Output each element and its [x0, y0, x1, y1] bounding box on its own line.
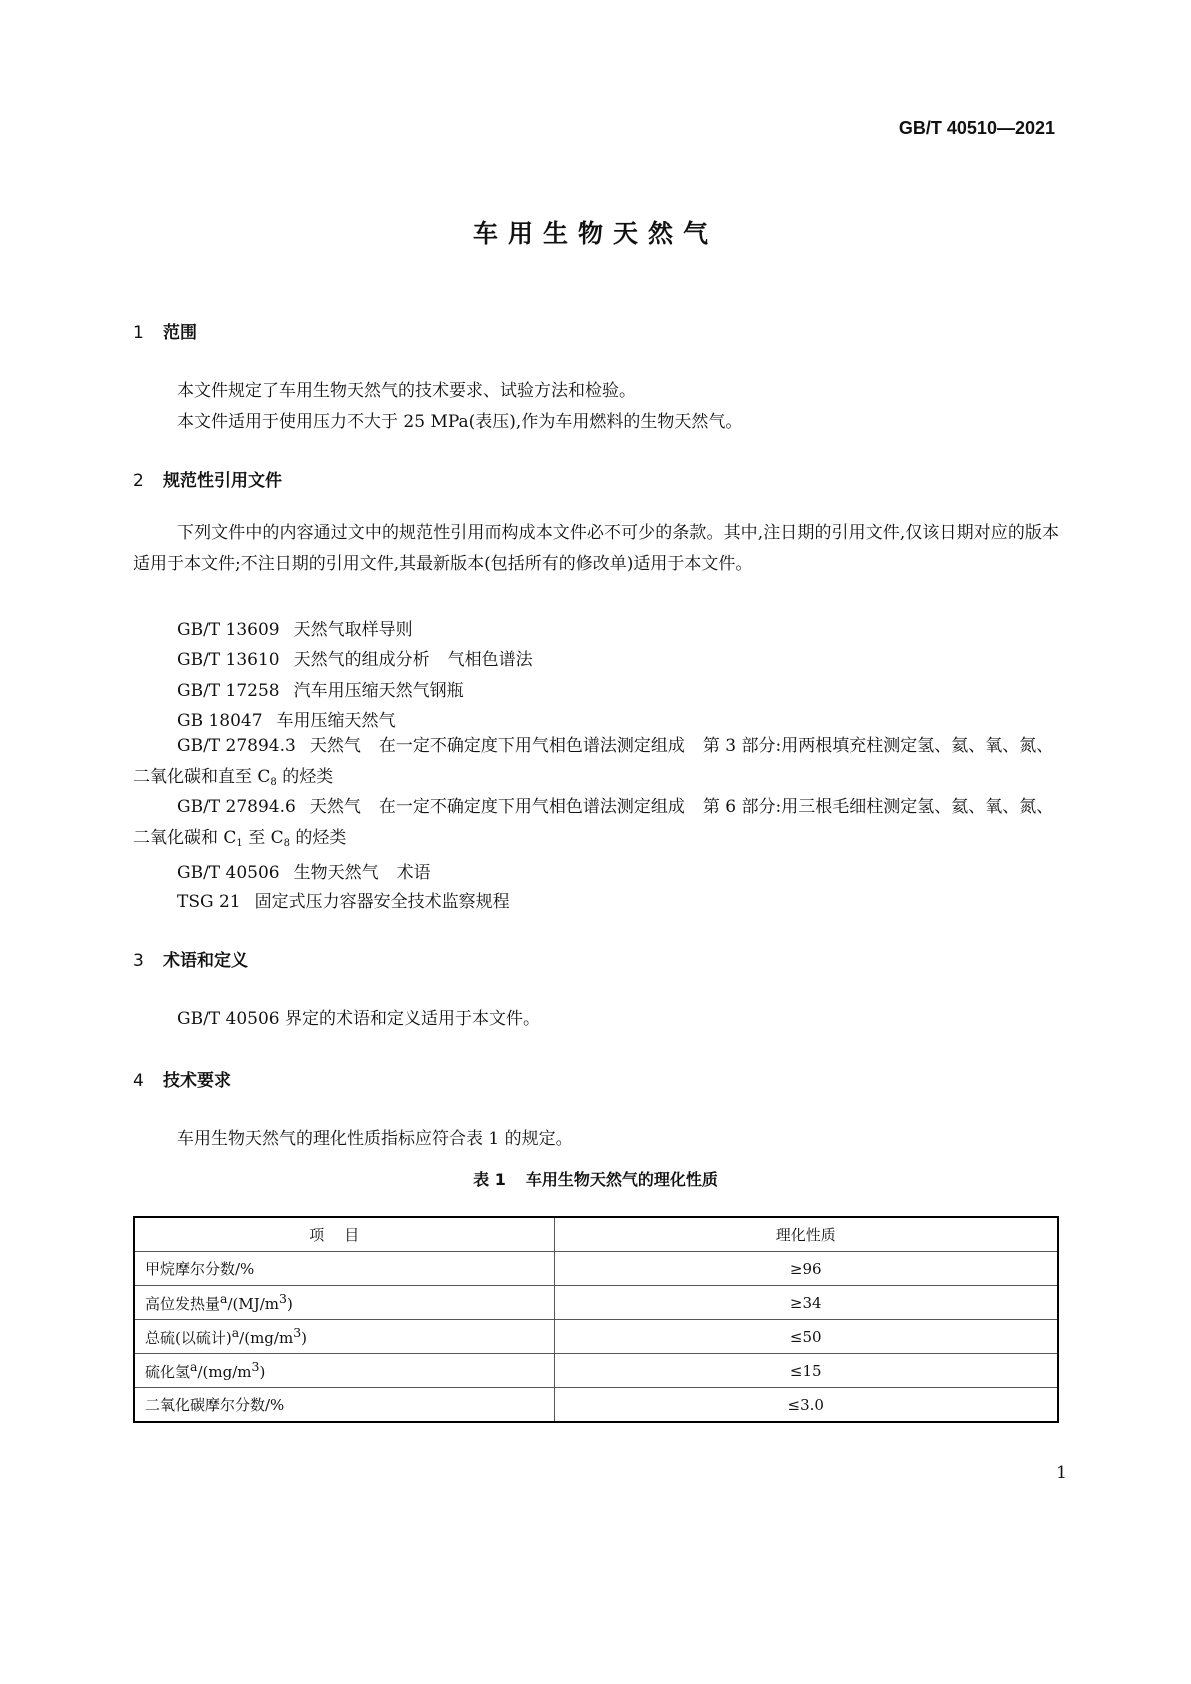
reference-code: GB/T 13609 — [177, 620, 280, 640]
item-text: 总硫(以硫计) — [145, 1329, 232, 1347]
unit-exponent: 3 — [293, 1325, 302, 1340]
table-row — [134, 1320, 1058, 1354]
item-text: 高位发热量 — [145, 1295, 221, 1313]
reference-title: 天然气 — [309, 797, 361, 817]
reference-part: 第 3 部分:用两根填充柱测定氢、氦、氧、氮、二氧化碳和直至 C — [133, 736, 1054, 787]
reference-item — [177, 645, 533, 670]
section-title: 技术要求 — [163, 1071, 231, 1091]
reference-code: GB/T 40506 — [177, 863, 280, 883]
reference-title: 固定式压力容器安全技术监察规程 — [254, 892, 510, 912]
table-row — [134, 1354, 1058, 1388]
reference-code: TSG 21 — [177, 892, 241, 912]
scope-paragraph-1: 本文件规定了车用生物天然气的技术要求、试验方法和检验。 — [177, 381, 636, 401]
value-cell: ≤15 — [554, 1354, 1058, 1388]
section-title: 范围 — [163, 323, 197, 343]
reference-subtitle: 气相色谱法 — [447, 650, 533, 670]
section-3-heading — [133, 946, 248, 971]
reference-item — [177, 706, 396, 731]
reference-title: 天然气取样导则 — [293, 620, 413, 640]
footnote-mark: a — [190, 1359, 198, 1374]
subscript: 8 — [283, 838, 290, 849]
reference-title: 车用压缩天然气 — [276, 711, 396, 731]
section-title: 规范性引用文件 — [163, 471, 282, 491]
properties-table — [133, 1216, 1059, 1423]
reference-code: GB/T 27894.3 — [177, 736, 296, 756]
reference-title: 天然气的组成分析 — [293, 650, 430, 670]
item-cell: 甲烷摩尔分数/% — [134, 1252, 554, 1286]
table-label: 表 1 — [473, 1170, 506, 1189]
reference-item — [133, 792, 1059, 859]
item-text: 硫化氢 — [145, 1363, 191, 1381]
page-number: 1 — [1056, 1463, 1067, 1483]
item-unit: /(mg/m — [239, 1329, 294, 1347]
item-cell: 二氧化碳摩尔分数/% — [134, 1388, 554, 1423]
item-unit-end: ) — [259, 1363, 266, 1381]
reference-title: 天然气 — [309, 736, 361, 756]
reference-part-end: 的烃类 — [276, 767, 334, 787]
section-number: 3 — [133, 951, 144, 971]
reference-item — [177, 858, 431, 883]
table-header-row — [134, 1217, 1058, 1252]
section-number: 1 — [133, 323, 144, 343]
column-header-property: 理化性质 — [554, 1217, 1058, 1252]
reference-subtitle: 在一定不确定度下用气相色谱法测定组成 — [378, 736, 685, 756]
reference-subtitle: 在一定不确定度下用气相色谱法测定组成 — [378, 797, 685, 817]
value-cell: ≥96 — [554, 1252, 1058, 1286]
document-title: 车用生物天然气 — [472, 219, 718, 248]
reference-item — [133, 731, 1059, 798]
table-caption-text: 车用生物天然气的理化性质 — [525, 1170, 718, 1189]
subscript: 1 — [236, 838, 243, 849]
table-row — [134, 1286, 1058, 1320]
section-number: 2 — [133, 471, 144, 491]
section-4-heading — [133, 1066, 231, 1091]
value-cell: ≤50 — [554, 1320, 1058, 1354]
reference-subtitle: 术语 — [396, 863, 431, 883]
subscript: 8 — [270, 777, 277, 788]
column-header-item: 项目 — [134, 1217, 554, 1252]
section-title: 术语和定义 — [163, 951, 248, 971]
table-caption — [0, 1167, 1191, 1190]
section-2-heading — [133, 466, 282, 491]
terms-paragraph: GB/T 40506 界定的术语和定义适用于本文件。 — [177, 1009, 541, 1029]
unit-exponent: 3 — [251, 1359, 260, 1374]
reference-code: GB/T 13610 — [177, 650, 280, 670]
item-unit-end: ) — [301, 1329, 307, 1347]
reference-item — [177, 615, 413, 640]
item-unit-end: ) — [286, 1295, 293, 1313]
reference-code: GB/T 27894.6 — [177, 797, 296, 817]
table-row — [134, 1252, 1058, 1286]
requirements-paragraph: 车用生物天然气的理化性质指标应符合表 1 的规定。 — [177, 1129, 573, 1149]
scope-paragraph-2: 本文件适用于使用压力不大于 25 MPa(表压),作为车用燃料的生物天然气。 — [177, 412, 743, 432]
reference-part-mid: 至 C — [242, 828, 284, 848]
item-cell — [134, 1320, 554, 1354]
standard-code: GB/T 40510—2021 — [898, 118, 1055, 138]
reference-part-end: 的烃类 — [290, 828, 347, 848]
reference-title: 生物天然气 — [293, 863, 379, 883]
reference-title: 汽车用压缩天然气钢瓶 — [293, 681, 464, 701]
item-unit: /(MJ/m — [227, 1295, 280, 1313]
footnote-mark: a — [231, 1325, 240, 1340]
reference-code: GB 18047 — [177, 711, 263, 731]
reference-item — [177, 887, 510, 912]
table-row — [134, 1388, 1058, 1423]
item-cell — [134, 1286, 554, 1320]
value-cell: ≥34 — [554, 1286, 1058, 1320]
footnote-mark: a — [220, 1291, 228, 1306]
reference-part: 第 6 部分:用三根毛细柱测定氢、氦、氧、氮、二氧化碳和 C — [133, 797, 1054, 848]
section-1-heading — [133, 318, 197, 343]
value-cell: ≤3.0 — [554, 1388, 1058, 1423]
reference-item — [177, 676, 464, 701]
reference-code: GB/T 17258 — [177, 681, 280, 701]
unit-exponent: 3 — [279, 1291, 287, 1306]
item-cell — [134, 1354, 554, 1388]
item-unit: /(mg/m — [197, 1363, 252, 1381]
section-number: 4 — [133, 1071, 144, 1091]
normative-references-intro: 下列文件中的内容通过文中的规范性引用而构成本文件必不可少的条款。其中,注日期的引用文件,仅该日期对应的版本适用于本文件;不注日期的引用文件,其最新版本(包括所有的修改单)适用于本文件。 — [133, 523, 1059, 574]
